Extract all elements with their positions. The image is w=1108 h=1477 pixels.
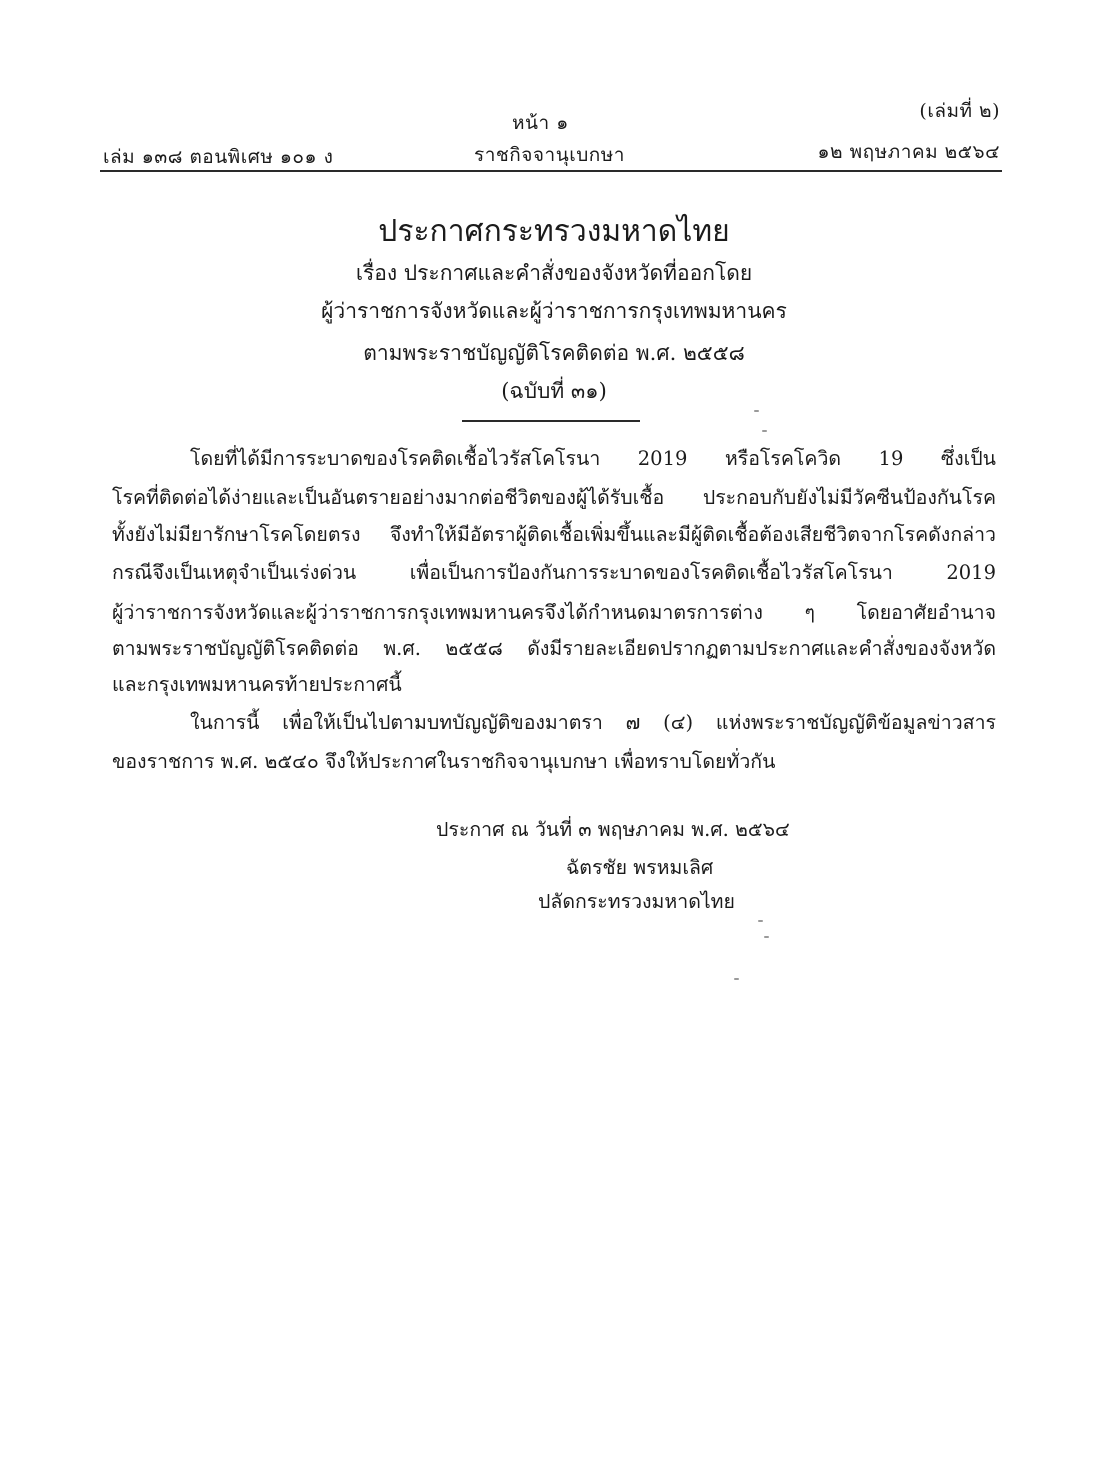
paragraph-1-line-1: โดยที่ได้มีการระบาดของโรคติดเชื้อไวรัสโคโรนา 2019 หรือโรคโควิด 19 ซึ่งเป็น [190, 447, 996, 470]
paragraph-1-line-7: และกรุงเทพมหานครท้ายประกาศนี้ [112, 673, 402, 696]
paragraph-2-line-2: ของราชการ พ.ศ. ๒๕๔๐ จึงให้ประกาศในราชกิจจานุเบกษา เพื่อทราบโดยทั่วกัน [112, 750, 776, 773]
subject-line-3: ตามพระราชบัญญัติโรคติดต่อ พ.ศ. ๒๕๕๘ [363, 341, 745, 365]
book-issue: เล่ม ๑๓๘ ตอนพิเศษ ๑๐๑ ง [103, 146, 334, 168]
paragraph-1-line-2: โรคที่ติดต่อได้ง่ายและเป็นอันตรายอย่างมากต่อชีวิตของผู้ได้รับเชื้อ ประกอบกับยังไม่มีวัคซีนป้องกันโรค [112, 486, 996, 509]
paragraph-1-line-4: กรณีจึงเป็นเหตุจำเป็นเร่งด่วน เพื่อเป็นการป้องกันการระบาดของโรคติดเชื้อไวรัสโคโรนา 2019 [112, 561, 996, 584]
gazette-name: ราชกิจจานุเบกษา [474, 144, 625, 166]
title-divider [462, 420, 640, 422]
announcement-date: ประกาศ ณ วันที่ ๓ พฤษภาคม พ.ศ. ๒๕๖๔ [436, 818, 790, 841]
scan-speck [734, 978, 739, 980]
subject-line-1: เรื่อง ประกาศและคำสั่งของจังหวัดที่ออกโดย [355, 261, 753, 285]
paragraph-1-line-3: ทั้งยังไม่มียารักษาโรคโดยตรง จึงทำให้มีอัตราผู้ติดเชื้อเพิ่มขึ้นและมีผู้ติดเชื้อต้องเสียชีวิตจากโรคดังกล่าว [112, 523, 996, 546]
scan-speck [754, 410, 759, 412]
subject-line-2: ผู้ว่าราชการจังหวัดและผู้ว่าราชการกรุงเทพมหานคร [321, 299, 787, 323]
document-title: ประกาศกระทรวงมหาดไทย [378, 214, 730, 249]
scan-speck [758, 920, 763, 922]
volume-number: (เล่มที่ ๒) [919, 100, 1000, 122]
paragraph-2-line-1: ในการนี้ เพื่อให้เป็นไปตามบทบัญญัติของมาตรา ๗ (๔) แห่งพระราชบัญญัติข้อมูลข่าวสาร [190, 711, 996, 734]
paragraph-1-line-5: ผู้ว่าราชการจังหวัดและผู้ว่าราชการกรุงเทพมหานครจึงได้กำหนดมาตรการต่าง ๆ โดยอาศัยอำนาจ [112, 601, 996, 624]
scan-speck [762, 430, 767, 432]
header-rule [100, 170, 1002, 172]
gazette-date: ๑๒ พฤษภาคม ๒๕๖๔ [817, 141, 1000, 163]
paragraph-1-line-6: ตามพระราชบัญญัติโรคติดต่อ พ.ศ. ๒๕๕๘ ดังมีรายละเอียดปรากฏตามประกาศและคำสั่งของจังหวัด [112, 637, 996, 660]
signatory-name: ฉัตรชัย พรหมเลิศ [566, 856, 714, 879]
edition-number: (ฉบับที่ ๓๑) [501, 379, 607, 403]
page-number: หน้า ๑ [512, 112, 569, 134]
scan-speck [764, 936, 769, 938]
signatory-position: ปลัดกระทรวงมหาดไทย [538, 890, 735, 913]
